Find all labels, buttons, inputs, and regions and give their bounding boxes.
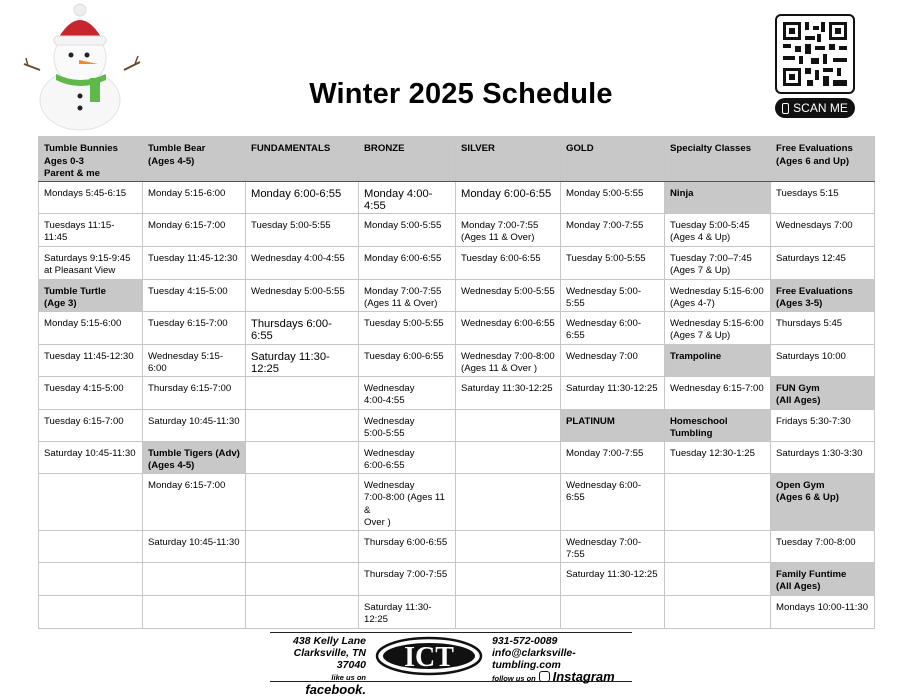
column-header-tumble-bunnies: Tumble Bunnies Ages 0-3 Parent & me xyxy=(39,137,143,182)
table-cell: Free Evaluations (Ages 3-5) xyxy=(771,279,875,311)
header-row xyxy=(39,137,875,182)
table-cell: Monday 5:00-5:55 xyxy=(561,181,665,213)
table-cell xyxy=(39,473,143,530)
table-cell: Wednesdays 7:00 xyxy=(771,213,875,246)
table-cell: Saturday 11:30-12:25 xyxy=(246,344,359,376)
table-cell: Wednesday 6:00-6:55 xyxy=(561,473,665,530)
column-header-bronze: BRONZE xyxy=(359,137,456,182)
table-cell: Tuesday 5:00-5:55 xyxy=(359,311,456,344)
column-header-gold: GOLD xyxy=(561,137,665,182)
table-cell xyxy=(456,562,561,595)
table-row xyxy=(39,213,875,246)
table-cell: Wednesday 7:00-7:55 xyxy=(561,530,665,562)
table-cell: Wednesday 6:00-6:55 xyxy=(359,441,456,473)
table-cell: Tumble Tigers (Adv) (Ages 4-5) xyxy=(143,441,246,473)
table-cell: Wednesday 4:00-4:55 xyxy=(359,376,456,409)
table-cell: Thursdays 6:00-6:55 xyxy=(246,311,359,344)
table-cell: Tumble Turtle (Age 3) xyxy=(39,279,143,311)
table-cell xyxy=(665,473,771,530)
table-row xyxy=(39,279,875,311)
table-cell xyxy=(39,530,143,562)
table-cell: Wednesday 7:00-8:00 (Ages 11 & Over ) xyxy=(359,473,456,530)
table-cell xyxy=(456,409,561,441)
column-header-tumble-bear: Tumble Bear (Ages 4-5) xyxy=(143,137,246,182)
email-link[interactable]: info@clarksville-tumbling.com xyxy=(492,647,576,671)
table-cell xyxy=(456,441,561,473)
table-cell: Tuesdays 5:15 xyxy=(771,181,875,213)
instagram-link[interactable]: Instagram xyxy=(552,669,615,684)
table-cell: Trampoline xyxy=(665,344,771,376)
column-header-specialty-classes: Specialty Classes xyxy=(665,137,771,182)
table-cell: Wednesday 5:00-5:55 xyxy=(456,279,561,311)
table-row xyxy=(39,246,875,279)
table-cell: Tuesday 11:45-12:30 xyxy=(143,246,246,279)
table-row xyxy=(39,344,875,376)
table-cell: Wednesday 7:00 xyxy=(561,344,665,376)
table-cell: Monday 7:00-7:55 (Ages 11 & Over) xyxy=(359,279,456,311)
table-cell: Saturday 11:30-12:25 xyxy=(359,595,456,628)
table-cell: Saturdays 9:15-9:45 at Pleasant View xyxy=(39,246,143,279)
table-row xyxy=(39,441,875,473)
table-row xyxy=(39,530,875,562)
table-cell: Wednesday 6:00-6:55 xyxy=(561,311,665,344)
table-cell: Open Gym (Ages 6 & Up) xyxy=(771,473,875,530)
table-cell: Tuesday 5:00-5:55 xyxy=(561,246,665,279)
schedule-table xyxy=(38,136,875,629)
table-cell: Tuesday 11:45-12:30 xyxy=(39,344,143,376)
footer xyxy=(270,632,632,697)
table-cell: Tuesday 5:00-5:45 (Ages 4 & Up) xyxy=(665,213,771,246)
phone-icon xyxy=(782,103,789,114)
table-cell: Tuesday 6:00-6:55 xyxy=(359,344,456,376)
table-cell: Monday 7:00-7:55 xyxy=(561,213,665,246)
table-cell: Monday 7:00-7:55 xyxy=(561,441,665,473)
table-cell xyxy=(246,473,359,530)
table-row xyxy=(39,562,875,595)
column-header-fundamentals: FUNDAMENTALS xyxy=(246,137,359,182)
table-cell xyxy=(246,441,359,473)
table-cell: Wednesday 6:15-7:00 xyxy=(665,376,771,409)
table-cell: Wednesday 5:15-6:00 (Ages 7 & Up) xyxy=(665,311,771,344)
table-cell: Thursday 6:15-7:00 xyxy=(143,376,246,409)
table-cell: Family Funtime (All Ages) xyxy=(771,562,875,595)
footer-contact xyxy=(492,635,632,685)
table-cell xyxy=(456,473,561,530)
address-line-1: 438 Kelly Lane xyxy=(293,635,366,647)
table-cell: Saturdays 12:45 xyxy=(771,246,875,279)
table-cell xyxy=(39,595,143,628)
table-cell: Saturdays 10:00 xyxy=(771,344,875,376)
table-cell: Saturday 10:45-11:30 xyxy=(143,409,246,441)
table-row xyxy=(39,473,875,530)
table-cell: Monday 5:00-5:55 xyxy=(359,213,456,246)
table-cell: Tuesday 12:30-1:25 xyxy=(665,441,771,473)
table-cell xyxy=(143,562,246,595)
footer-address xyxy=(270,635,366,697)
table-cell: Saturday 11:30-12:25 xyxy=(561,562,665,595)
table-row xyxy=(39,311,875,344)
ict-logo xyxy=(374,636,484,676)
table-cell: Thursday 6:00-6:55 xyxy=(359,530,456,562)
table-cell: Saturday 11:30-12:25 xyxy=(456,376,561,409)
table-cell xyxy=(456,595,561,628)
table-cell: Saturday 10:45-11:30 xyxy=(143,530,246,562)
table-cell: Monday 5:15-6:00 xyxy=(143,181,246,213)
table-cell: Wednesday 5:00-5:55 xyxy=(561,279,665,311)
table-cell: Wednesday 4:00-4:55 xyxy=(246,246,359,279)
table-cell xyxy=(665,562,771,595)
table-cell: Wednesday 5:15-6:00 xyxy=(143,344,246,376)
table-cell: Wednesday 5:00-5:55 xyxy=(246,279,359,311)
table-cell xyxy=(456,530,561,562)
table-cell xyxy=(665,595,771,628)
follow-us-label: follow us on xyxy=(492,674,536,683)
phone-number[interactable]: 931-572-0089 xyxy=(492,635,558,647)
table-cell: Tuesday 7:00–7:45 (Ages 7 & Up) xyxy=(665,246,771,279)
table-cell: Mondays 10:00-11:30 xyxy=(771,595,875,628)
scan-me-button[interactable] xyxy=(775,98,855,118)
table-cell: Thursdays 5:45 xyxy=(771,311,875,344)
table-cell: Tuesday 4:15-5:00 xyxy=(143,279,246,311)
table-cell: Monday 4:00-4:55 xyxy=(359,181,456,213)
table-row xyxy=(39,181,875,213)
table-cell: Wednesday 7:00-8:00 (Ages 11 & Over ) xyxy=(456,344,561,376)
page-title: Winter 2025 Schedule xyxy=(309,78,613,110)
table-cell: Monday 6:00-6:55 xyxy=(359,246,456,279)
facebook-link[interactable]: facebook. xyxy=(305,682,366,697)
table-cell: Monday 6:15-7:00 xyxy=(143,213,246,246)
scan-me-label: SCAN ME xyxy=(793,101,848,115)
table-row xyxy=(39,595,875,628)
table-cell: Tuesday 6:15-7:00 xyxy=(143,311,246,344)
table-cell xyxy=(143,595,246,628)
table-row xyxy=(39,409,875,441)
table-cell: Monday 5:15-6:00 xyxy=(39,311,143,344)
table-cell: Tuesday 6:15-7:00 xyxy=(39,409,143,441)
schedule-body xyxy=(39,181,875,628)
table-cell: Tuesday 6:00-6:55 xyxy=(456,246,561,279)
table-cell xyxy=(246,409,359,441)
table-cell: Tuesday 7:00-8:00 xyxy=(771,530,875,562)
table-cell: Wednesday 5:15-6:00 (Ages 4-7) xyxy=(665,279,771,311)
instagram-icon xyxy=(539,671,550,682)
table-cell xyxy=(561,595,665,628)
table-cell: Monday 6:15-7:00 xyxy=(143,473,246,530)
logo-text: ICT xyxy=(404,642,454,673)
table-cell: Wednesday 6:00-6:55 xyxy=(456,311,561,344)
table-cell: Mondays 5:45-6:15 xyxy=(39,181,143,213)
table-cell xyxy=(246,530,359,562)
table-cell xyxy=(665,530,771,562)
table-cell: Monday 7:00-7:55 (Ages 11 & Over) xyxy=(456,213,561,246)
table-cell: PLATINUM xyxy=(561,409,665,441)
table-cell xyxy=(246,562,359,595)
table-cell: Tuesday 4:15-5:00 xyxy=(39,376,143,409)
table-cell: Tuesday 5:00-5:55 xyxy=(246,213,359,246)
table-row xyxy=(39,376,875,409)
table-cell: Fridays 5:30-7:30 xyxy=(771,409,875,441)
table-cell: Tuesdays 11:15-11:45 xyxy=(39,213,143,246)
table-cell: Monday 6:00-6:55 xyxy=(456,181,561,213)
column-header-silver: SILVER xyxy=(456,137,561,182)
table-cell: Monday 6:00-6:55 xyxy=(246,181,359,213)
table-cell: Thursday 7:00-7:55 xyxy=(359,562,456,595)
column-header-free-evaluations: Free Evaluations (Ages 6 and Up) xyxy=(771,137,875,182)
table-cell: Ninja xyxy=(665,181,771,213)
table-cell: Homeschool Tumbling xyxy=(665,409,771,441)
like-us-label: like us on xyxy=(331,673,366,682)
table-cell: Saturdays 1:30-3:30 xyxy=(771,441,875,473)
snowman-image xyxy=(22,2,142,132)
table-cell: Saturday 11:30-12:25 xyxy=(561,376,665,409)
table-cell: Wednesday 5:00-5:55 xyxy=(359,409,456,441)
table-cell xyxy=(246,595,359,628)
qr-code[interactable] xyxy=(775,14,855,94)
table-cell xyxy=(246,376,359,409)
table-cell: Saturday 10:45-11:30 xyxy=(39,441,143,473)
table-cell: FUN Gym (All Ages) xyxy=(771,376,875,409)
address-line-2: Clarksville, TN 37040 xyxy=(293,647,366,671)
table-cell xyxy=(39,562,143,595)
